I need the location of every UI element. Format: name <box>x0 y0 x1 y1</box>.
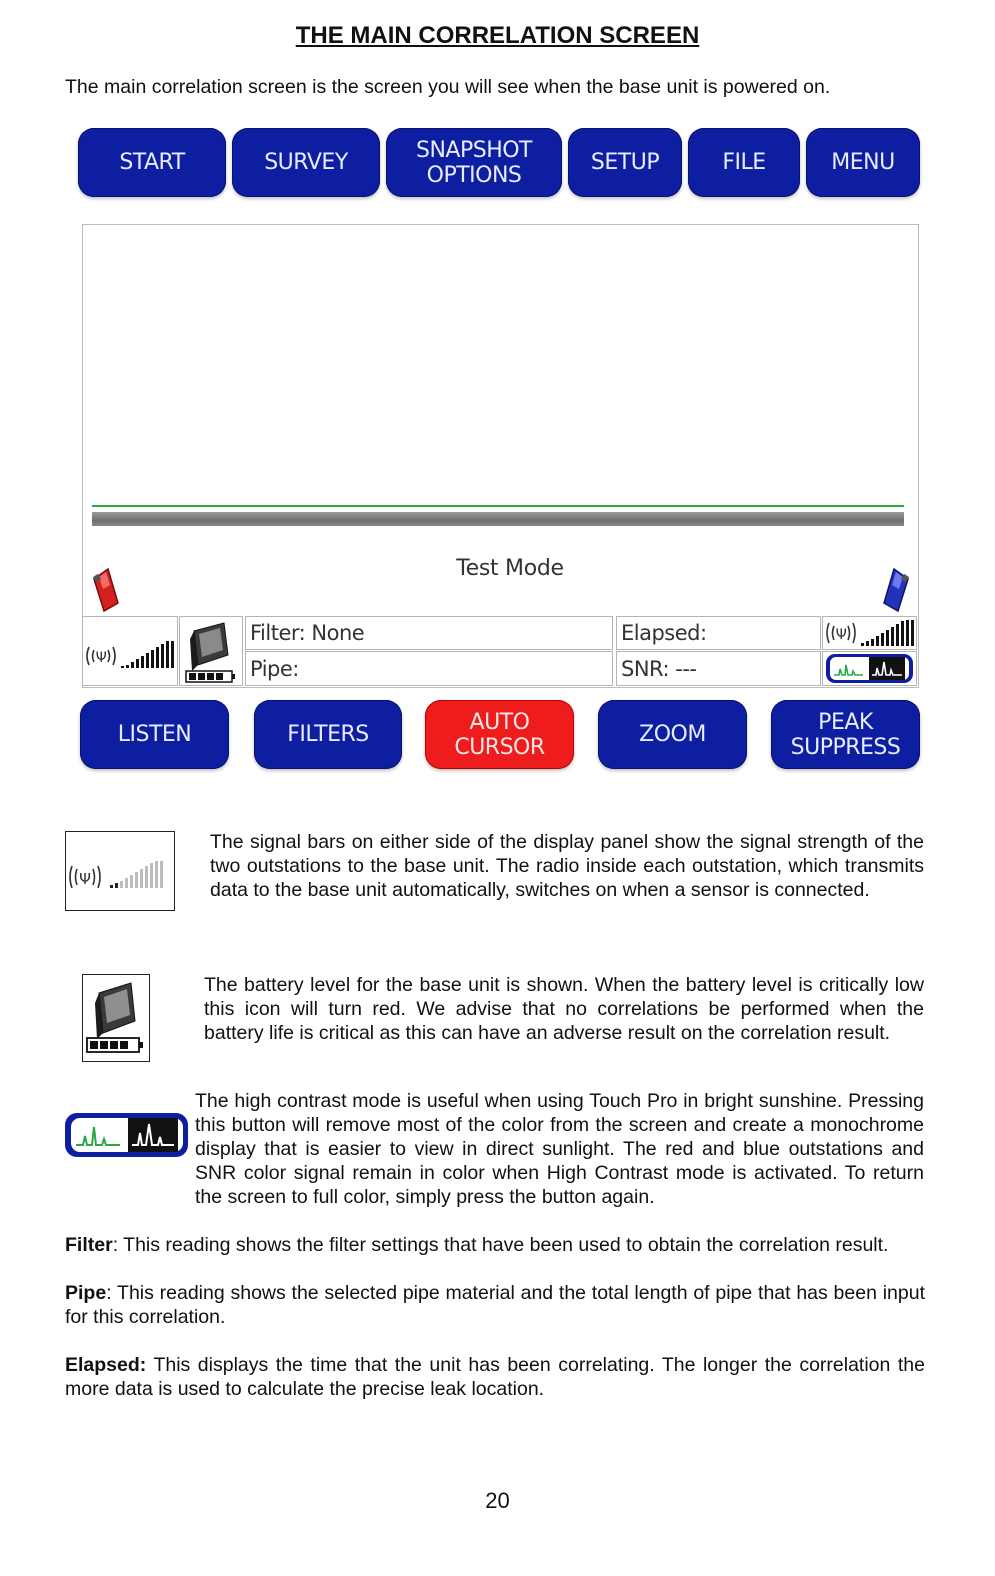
svg-text:Ψ: Ψ <box>95 650 107 666</box>
file-label: FILE <box>722 150 766 175</box>
left-signal-strength-icon <box>83 617 177 685</box>
pipe-definition-body <box>65 1281 925 1329</box>
page-title: THE MAIN CORRELATION SCREEN <box>295 22 700 49</box>
battery-description <box>204 973 924 1045</box>
snapshot-options-button[interactable] <box>386 128 562 197</box>
filter-readout-text: Filter: None <box>250 621 365 645</box>
battery-description-text: The battery level for the base unit is shown. When the battery level is critically low this icon will turn red. We advise that no correlations be performed when the battery life is critical as this can have an adverse result on the correlation result. <box>204 974 924 1044</box>
survey-label: SURVEY <box>264 150 348 175</box>
pipe-readout-text: Pipe: <box>250 656 299 681</box>
correlation-trace-line <box>92 505 904 507</box>
battery-icon-figure <box>82 974 150 1062</box>
elapsed-definition-text: This displays the time that the unit has been correlating. The longer the correlation the more data is used to calculate the precise leak location. <box>65 1354 925 1400</box>
menu-label: MENU <box>831 150 895 175</box>
left-signal-cell <box>82 616 178 686</box>
menu-button[interactable] <box>806 128 920 197</box>
svg-text:Ψ: Ψ <box>79 870 91 888</box>
snr-readout <box>616 651 821 686</box>
listen-button[interactable] <box>80 700 229 769</box>
blue-outstation-icon[interactable] <box>880 565 914 613</box>
battery-level-icon <box>83 975 149 1061</box>
high-contrast-button-icon <box>64 1109 189 1161</box>
survey-button[interactable] <box>232 128 380 197</box>
pipe-readout <box>245 651 613 686</box>
pipe-definition-label: Pipe <box>65 1282 107 1304</box>
intro-text: The main correlation screen is the screen you will see when the base unit is powered on. <box>65 76 831 98</box>
auto-cursor-label-line2: CURSOR <box>454 734 545 760</box>
setup-label: SETUP <box>590 150 660 175</box>
high-contrast-cell <box>822 651 917 686</box>
pipe-bar <box>92 512 904 526</box>
filter-definition-label: Filter <box>65 1234 113 1256</box>
signal-icon-figure <box>65 831 175 911</box>
elapsed-readout <box>616 616 821 650</box>
zoom-label: ZOOM <box>639 722 706 747</box>
page-number: 20 <box>485 1488 510 1513</box>
auto-cursor-label-line1: AUTO <box>469 709 530 735</box>
signal-description-text: The signal bars on either side of the display panel show the signal strength of the two outstations to the base unit. The radio inside each outstation, which transmits data to the base unit automatically, switches on when a sensor is connected. <box>210 831 924 901</box>
elapsed-definition-label: Elapsed: <box>65 1354 147 1376</box>
snapshot-label-line2: OPTIONS <box>426 162 522 188</box>
status-text: Test Mode <box>456 556 564 581</box>
setup-button[interactable] <box>568 128 682 197</box>
battery-icon <box>180 617 242 685</box>
filters-label: FILTERS <box>287 722 369 747</box>
snapshot-label-line1: SNAPSHOT <box>415 137 532 163</box>
svg-text:Ψ: Ψ <box>835 627 847 643</box>
signal-strength-icon <box>66 832 174 910</box>
elapsed-readout-text: Elapsed: <box>621 621 707 645</box>
filter-definition-body <box>65 1233 925 1257</box>
filters-button[interactable] <box>254 700 402 769</box>
contrast-description <box>195 1089 924 1209</box>
pipe-definition <box>65 1281 925 1329</box>
right-signal-strength-icon <box>823 617 916 649</box>
filter-definition <box>65 1233 925 1257</box>
right-signal-cell <box>822 616 917 650</box>
pipe-definition-text: : This reading shows the selected pipe material and the total length of pipe that has been input for this correlation. <box>65 1282 925 1328</box>
filter-readout <box>245 616 613 650</box>
signal-description <box>210 830 924 902</box>
zoom-button[interactable] <box>598 700 747 769</box>
peak-suppress-label-line2: SUPPRESS <box>790 734 901 760</box>
start-button[interactable] <box>78 128 226 197</box>
elapsed-definition <box>65 1353 925 1401</box>
contrast-description-text: The high contrast mode is useful when using Touch Pro in bright sunshine. Pressing this button will remove most of the color from the screen and create a monochrome display that is easier to view in direct sunlight. The red and blue outstations and SNR color signal remain in color when High Contrast mode is activated. To return the screen to full color, simply press the button again. <box>195 1090 924 1208</box>
elapsed-definition-body <box>65 1353 925 1401</box>
peak-suppress-label-line1: PEAK <box>818 709 873 735</box>
red-outstation-icon[interactable] <box>88 565 122 613</box>
snr-readout-text: SNR: --- <box>621 656 697 681</box>
high-contrast-figure <box>64 1109 189 1161</box>
peak-suppress-button[interactable] <box>771 700 920 769</box>
filter-definition-text: : This reading shows the filter settings that have been used to obtain the correlation result. <box>112 1234 889 1256</box>
high-contrast-toggle-icon[interactable] <box>825 653 914 684</box>
listen-label: LISTEN <box>117 722 192 747</box>
start-label: START <box>119 150 185 175</box>
auto-cursor-button[interactable] <box>425 700 574 769</box>
file-button[interactable] <box>688 128 800 197</box>
battery-cell <box>179 616 243 686</box>
